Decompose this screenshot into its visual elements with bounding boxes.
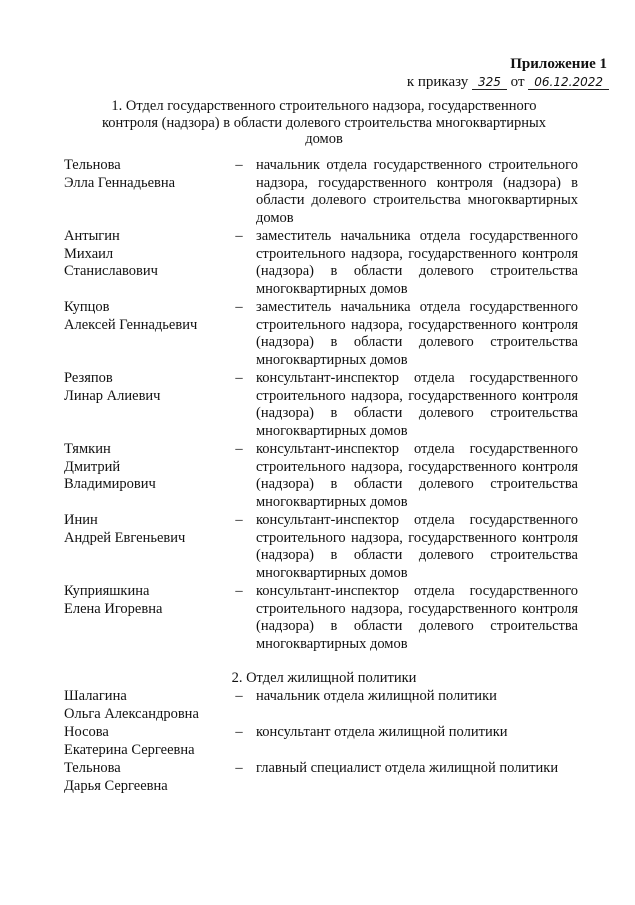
- position-description: консультант-инспектор отдела государственного строительного надзора, государственного контроля (надзора) в области долевого строительства многоквартирных домов: [256, 512, 578, 581]
- surname: Антыгин: [64, 228, 120, 244]
- surname: Носова: [64, 724, 109, 740]
- section-1-title: [64, 98, 584, 148]
- position-description: консультант-инспектор отдела государственного строительного надзора, государственного контроля (надзора) в области долевого строительства многоквартирных домов: [256, 441, 578, 510]
- patronymic: Станиславович: [64, 263, 158, 279]
- dash: –: [235, 299, 243, 315]
- dash: –: [235, 228, 243, 244]
- given-names: Елена Игоревна: [64, 600, 163, 617]
- given-names: Екатерина Сергеевна: [64, 741, 195, 758]
- date-prefix: от: [510, 74, 525, 90]
- given-names: Ольга Александровна: [64, 705, 199, 722]
- position-description: главный специалист отдела жилищной политики: [256, 760, 559, 776]
- employee-name: [64, 299, 229, 334]
- order-date: 06.12.2022: [528, 76, 609, 90]
- dash: –: [235, 688, 243, 704]
- section-title-line: 1. Отдел государственного строительного надзора, государственного: [111, 98, 537, 114]
- surname: Тямкин: [64, 441, 111, 457]
- given-names: Дарья Сергеевна: [64, 777, 168, 794]
- employee-name: [64, 370, 229, 405]
- position-description: консультант-инспектор отдела государственного строительного надзора, государственного контроля (надзора) в области долевого строительства многоквартирных домов: [256, 583, 578, 652]
- surname: Куприяшкина: [64, 583, 150, 599]
- dash: –: [235, 157, 243, 173]
- employee-name: [64, 441, 229, 494]
- employee-name: [64, 512, 229, 547]
- surname: Шалагина: [64, 688, 127, 704]
- section-2-title: [64, 670, 584, 687]
- given-names: Элла Геннадьевна: [64, 174, 176, 191]
- section-title-line: контроля (надзора) в области долевого строительства многоквартирных: [101, 114, 547, 131]
- position-description: заместитель начальника отдела государственного строительного надзора, государственного контроля (надзора) в области долевого строительства многоквартирных домов: [256, 299, 578, 368]
- given-name: Михаил: [64, 245, 114, 262]
- given-name: Дмитрий: [64, 458, 121, 475]
- position-description: начальник отдела государственного строительного надзора, государственного контроля (надзора) в области долевого строительства многоквартирных домов: [256, 157, 578, 226]
- dash: –: [235, 370, 243, 386]
- employee-name: [64, 157, 229, 192]
- order-reference: [407, 74, 609, 91]
- given-names: Линар Алиевич: [64, 387, 161, 404]
- employee-name: [64, 760, 229, 795]
- surname: Резяпов: [64, 370, 113, 386]
- appendix-title: Приложение 1: [510, 56, 607, 72]
- position-description: заместитель начальника отдела государственного строительного надзора, государственного контроля (надзора) в области долевого строительства многоквартирных домов: [256, 228, 578, 297]
- dash: –: [235, 512, 243, 528]
- surname: Тельнова: [64, 760, 121, 776]
- employee-name: [64, 688, 229, 723]
- order-number: 325: [472, 76, 507, 90]
- given-names: Алексей Геннадьевич: [64, 316, 198, 333]
- surname: Инин: [64, 512, 98, 528]
- surname: Тельнова: [64, 157, 121, 173]
- position-description: консультант отдела жилищной политики: [256, 724, 508, 740]
- position-description: консультант-инспектор отдела государственного строительного надзора, государственного контроля (надзора) в области долевого строительства многоквартирных домов: [256, 370, 578, 439]
- dash: –: [235, 583, 243, 599]
- given-names: Андрей Евгеньевич: [64, 529, 186, 546]
- employee-name: [64, 228, 229, 281]
- dash: –: [235, 760, 243, 776]
- section-title-line: домов: [305, 131, 343, 147]
- employee-name: [64, 583, 229, 618]
- order-prefix: к приказу: [406, 74, 469, 90]
- dash: –: [235, 724, 243, 740]
- dash: –: [235, 441, 243, 457]
- position-description: начальник отдела жилищной политики: [256, 688, 497, 704]
- employee-name: [64, 724, 229, 759]
- patronymic: Владимирович: [64, 476, 156, 492]
- surname: Купцов: [64, 299, 110, 315]
- section-title-line: 2. Отдел жилищной политики: [231, 670, 417, 686]
